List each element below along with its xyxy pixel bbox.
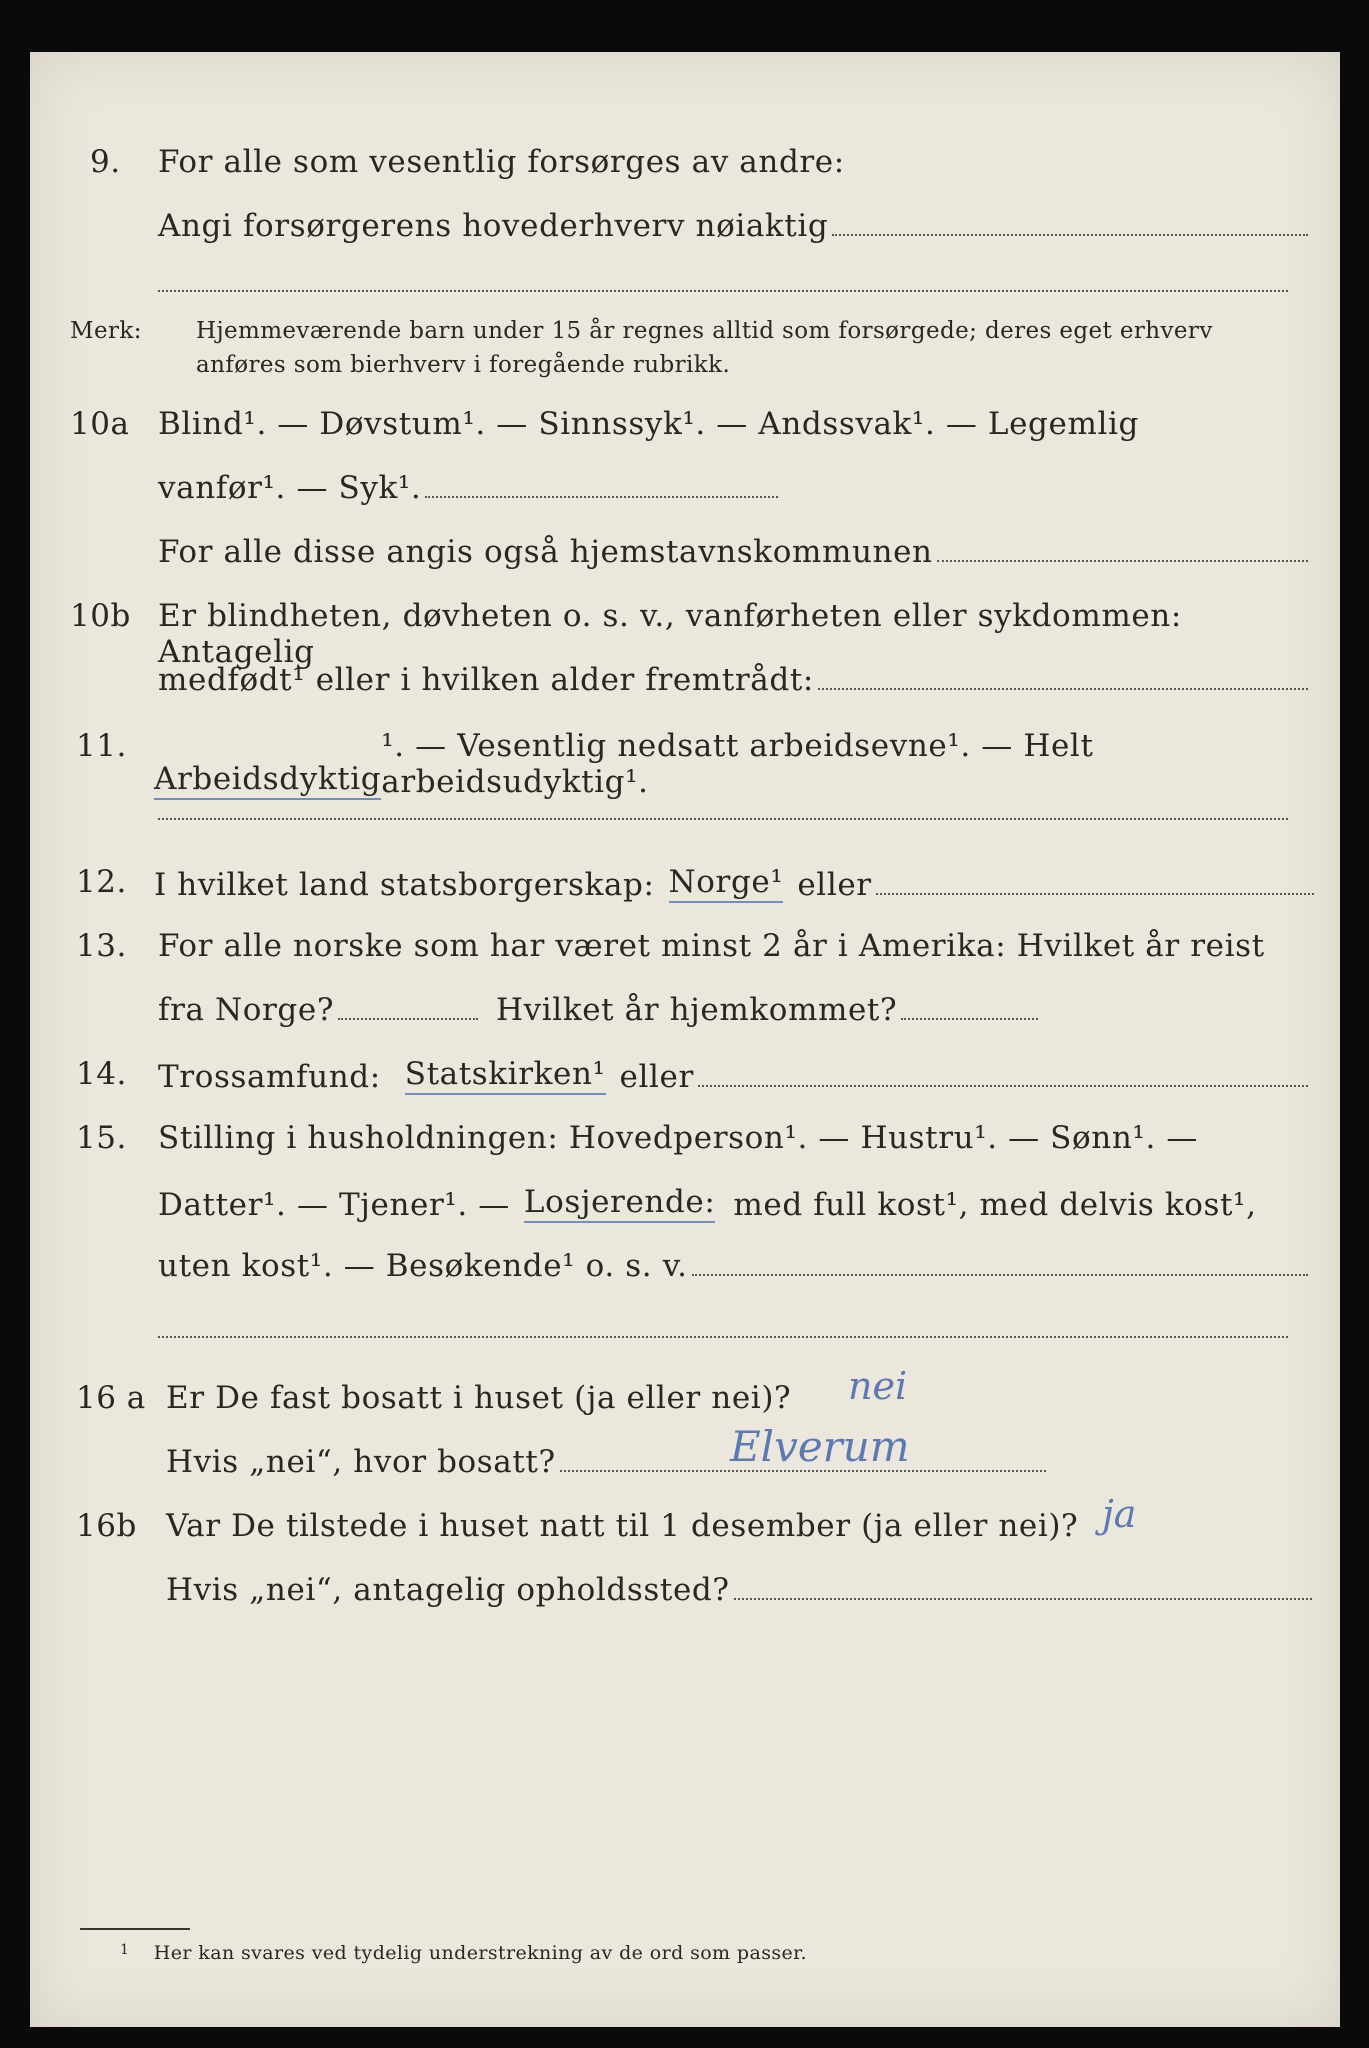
question-15-option-selected[interactable]: Losjerende: [524, 1184, 715, 1223]
question-11-line-1 [154, 728, 1314, 800]
question-10a-options: Blind¹. — Døvstum¹. — Sinnssyk¹. — Andssvak¹. — Legemlig [158, 406, 1139, 442]
question-10a-line-1 [158, 406, 1308, 442]
question-13-prompt-b: Hvilket år hjemkommet? [496, 992, 898, 1028]
handwritten-answer-nei: nei [848, 1364, 908, 1408]
question-16a-prompt: Hvis „nei“, hvor bosatt? [166, 1444, 556, 1480]
question-10a-prompt: For alle disse angis også hjemstavnskommunen [158, 534, 933, 570]
census-form-page [30, 52, 1340, 2027]
question-9-prompt: Angi forsørgerens hovederhverv nøiaktig [158, 208, 829, 244]
question-16b-prompt: Hvis „nei“, antagelig opholdssted? [166, 1572, 730, 1608]
note-text-1: Hjemmeværende barn under 15 år regnes alltid som forsørgede; deres eget erhverv [196, 318, 1213, 344]
handwritten-answer-ja: ja [1102, 1492, 1137, 1536]
question-12-or: eller [797, 867, 872, 903]
question-13-number: 13. [76, 928, 127, 964]
question-12-number: 12. [76, 864, 127, 900]
question-16b-line-2 [166, 1572, 1312, 1608]
answer-line[interactable] [901, 1016, 1038, 1020]
question-15-text: Stilling i husholdningen: Hovedperson¹. — Hustru¹. — Sønn¹. — [158, 1120, 1198, 1156]
question-9-line-2 [158, 208, 1308, 244]
answer-line[interactable] [698, 1083, 1308, 1087]
note-text-2: anføres som bierhverv i foregående rubrikk. [196, 352, 731, 378]
answer-line[interactable] [158, 290, 1288, 292]
question-16b-number: 16b [76, 1508, 137, 1544]
note-line-1 [196, 318, 1213, 344]
question-16a-text: Er De fast bosatt i huset (ja eller nei)? [166, 1380, 792, 1416]
question-9-number: 9. [90, 144, 121, 180]
question-12-line-1 [154, 864, 1314, 903]
question-10b-prompt: medfødt¹ eller i hvilken alder fremtrådt: [158, 662, 814, 698]
question-12-option-selected[interactable]: Norge¹ [669, 864, 784, 903]
question-13-text: For alle norske som har været minst 2 år i Amerika: Hvilket år reist [158, 928, 1265, 964]
question-15-number: 15. [76, 1120, 127, 1156]
footnote-rule [80, 1928, 190, 1930]
question-14-option-selected[interactable]: Statskirken¹ [405, 1056, 606, 1095]
question-16a-line-1 [166, 1380, 1316, 1416]
answer-line[interactable] [876, 891, 1314, 895]
question-15-options-c: uten kost¹. — Besøkende¹ o. s. v. [158, 1248, 688, 1284]
question-10a-line-2 [158, 470, 778, 506]
answer-line[interactable] [937, 558, 1308, 562]
question-13-line-2 [158, 992, 1038, 1028]
question-13-prompt-a: fra Norge? [158, 992, 335, 1028]
question-9-line-1 [158, 144, 1258, 180]
question-13-line-1 [158, 928, 1308, 964]
question-10b-line-1 [158, 598, 1308, 670]
answer-line[interactable] [425, 494, 778, 498]
footnote-text: Her kan svares ved tydelig understrekning av de ord som passer. [153, 1942, 807, 1964]
question-10b-number: 10b [70, 598, 131, 634]
question-15-options-a: Datter¹. — Tjener¹. — [158, 1187, 510, 1223]
footnote-mark: 1 [120, 1942, 130, 1958]
question-9-text: For alle som vesentlig forsørges av andre: [158, 144, 845, 180]
footnote [120, 1942, 807, 1964]
question-11-number: 11. [76, 728, 127, 764]
question-16b-line-1 [166, 1508, 1316, 1544]
answer-line[interactable] [818, 686, 1308, 690]
answer-line[interactable] [692, 1272, 1308, 1276]
answer-line[interactable] [158, 818, 1288, 820]
question-15-line-2 [158, 1184, 1318, 1223]
question-10a-line-3 [158, 534, 1308, 570]
question-12-text: I hvilket land statsborgerskap: [154, 867, 655, 903]
note-label: Merk: [70, 318, 142, 344]
handwritten-answer-elverum: Elverum [730, 1422, 910, 1471]
answer-line[interactable] [734, 1596, 1312, 1600]
note-line-2 [196, 352, 730, 378]
question-15-line-1 [158, 1120, 1308, 1156]
question-10a-options-2: vanfør¹. — Syk¹. [158, 470, 422, 506]
answer-line[interactable] [158, 1336, 1288, 1338]
question-10b-line-2 [158, 662, 1308, 698]
question-15-options-b: med full kost¹, med delvis kost¹, [733, 1187, 1257, 1223]
question-11-options: ¹. — Vesentlig nedsatt arbeidsevne¹. — Helt arbeidsudyktig¹. [381, 728, 1094, 800]
question-14-text: Trossamfund: [158, 1059, 381, 1095]
question-11-option-selected[interactable]: Arbeidsdyktig [154, 761, 381, 800]
answer-line[interactable] [832, 232, 1308, 236]
question-14-or: eller [619, 1059, 694, 1095]
question-16a-number: 16 a [76, 1380, 146, 1416]
question-16a-line-2 [166, 1444, 1046, 1480]
question-14-line-1 [158, 1056, 1308, 1095]
question-14-number: 14. [76, 1056, 127, 1092]
answer-line[interactable] [338, 1016, 478, 1020]
question-16b-text: Var De tilstede i huset natt til 1 desember (ja eller nei)? [166, 1508, 1079, 1544]
question-10b-text: Er blindheten, døvheten o. s. v., vanførheten eller sykdommen: Antagelig [158, 598, 1182, 670]
question-10a-number: 10a [70, 406, 130, 442]
question-15-line-3 [158, 1248, 1308, 1284]
